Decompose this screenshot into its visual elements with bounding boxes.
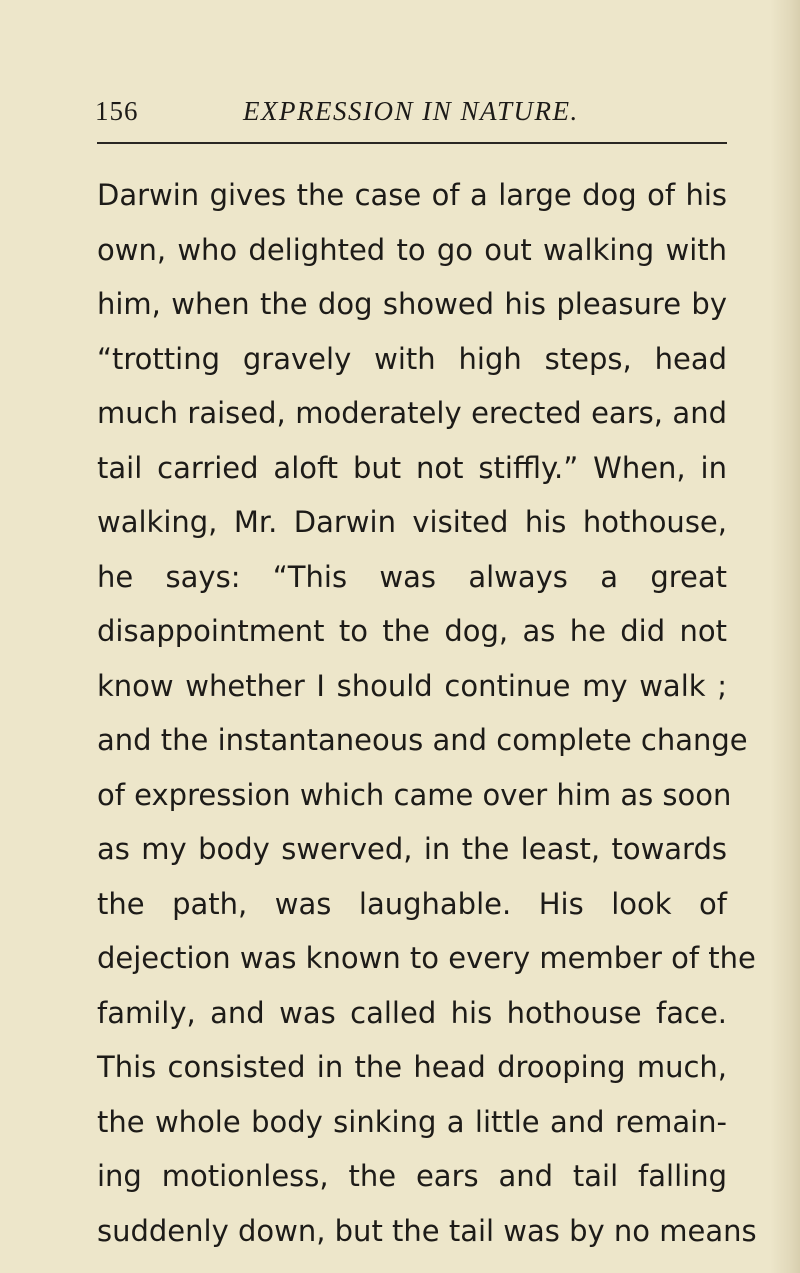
text-line: dejection was known to every member of the xyxy=(97,941,756,975)
text-line: walking, Mr. Darwin visited his hothouse, xyxy=(97,505,727,539)
text-line: he says: “This was always a great xyxy=(97,559,727,594)
text-line: much raised, moderately erected ears, and xyxy=(97,396,727,430)
page-number: 156 xyxy=(95,96,139,126)
running-title: EXPRESSION IN NATURE. xyxy=(243,96,579,126)
text-line: This consisted in the head drooping much, xyxy=(97,1050,727,1084)
text-line: suddenly down, but the tail was by no means xyxy=(97,1213,757,1248)
text-line: of expression which came over him as soon xyxy=(97,777,732,812)
text-line: “trotting gravely with high steps, head xyxy=(97,341,727,376)
text-line: know whether I should continue my walk ; xyxy=(97,668,727,703)
text-line: him, when the dog showed his pleasure by xyxy=(97,287,727,321)
text-line: as my body swerved, in the least, towards xyxy=(97,832,727,866)
text-line: and the instantaneous and complete change xyxy=(97,723,748,757)
text-line: the whole body sinking a little and remain- xyxy=(97,1104,727,1139)
text-line: tail carried aloft but not stiffly.” When, in xyxy=(97,450,727,485)
text-line: disappointment to the dog, as he did not xyxy=(97,614,727,648)
text-line: the path, was laughable. His look of xyxy=(97,886,727,921)
text-line: own, who delighted to go out walking with xyxy=(97,232,727,267)
text-line: Darwin gives the case of a large dog of his xyxy=(97,178,727,212)
body-text xyxy=(97,168,757,1258)
running-head xyxy=(95,96,725,136)
text-line: family, and was called his hothouse face. xyxy=(97,995,727,1030)
text-line: ing motionless, the ears and tail falling xyxy=(97,1159,727,1193)
header-rule xyxy=(97,142,727,144)
